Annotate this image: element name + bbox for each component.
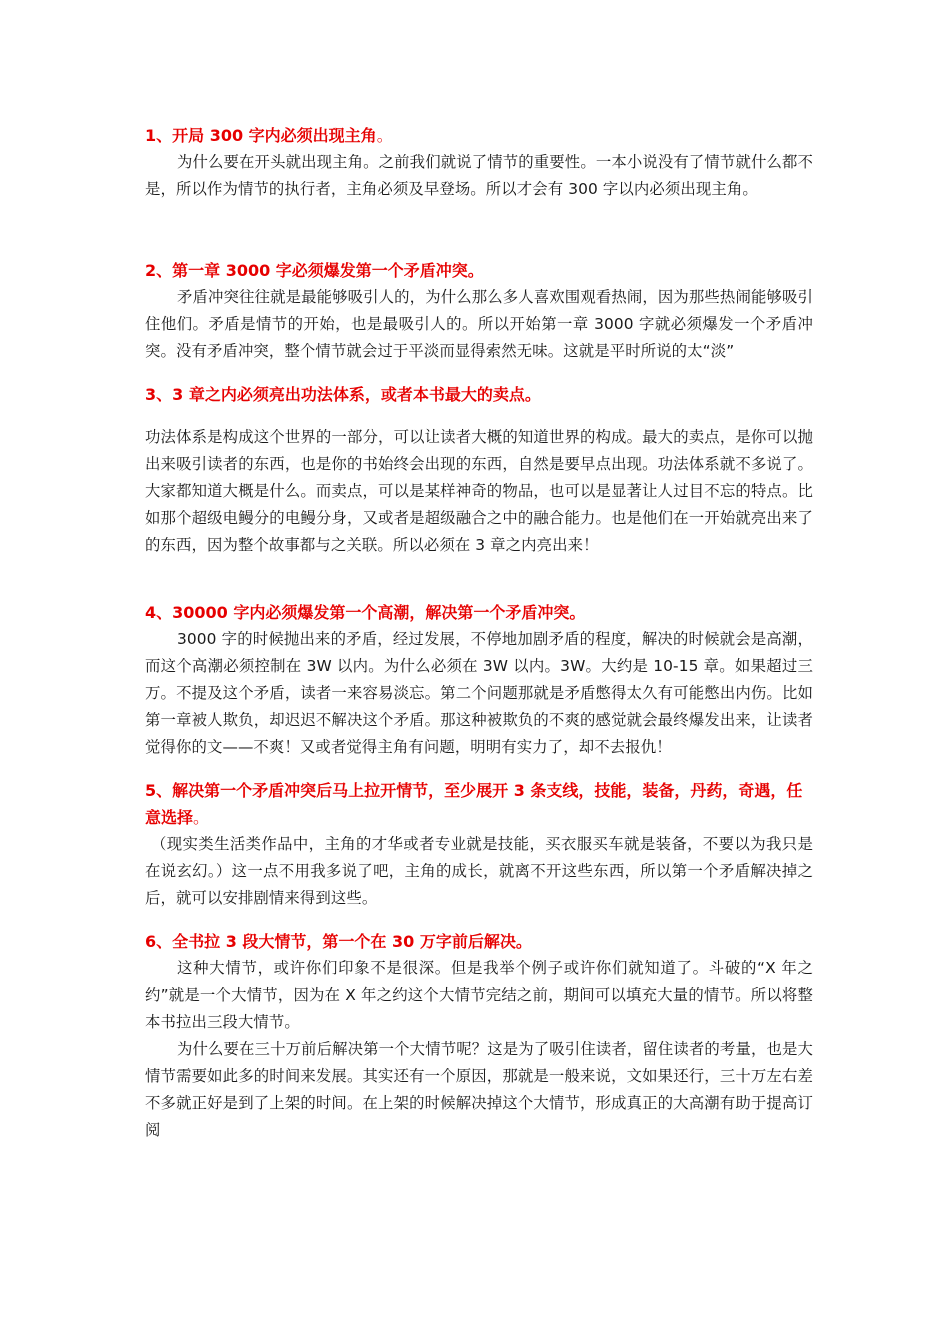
section-paragraph: 矛盾冲突往往就是最能够吸引人的，为什么那么多人喜欢围观看热闹，因为那些热闹能够吸引住他们。矛盾是情节的开始，也是最吸引人的。所以开始第一章 3000 字就必须爆发一个矛盾冲突。没有矛盾冲突，整个情节就会过于平淡而显得索然无味。这就是平时所说的太“淡” — [145, 288, 813, 360]
section-3 — [145, 381, 813, 559]
section-5 — [145, 777, 813, 912]
section-paragraph: 为什么要在三十万前后解决第一个大情节呢？这是为了吸引住读者，留住读者的考量，也是大情节需要如此多的时间来发展。其实还有一个原因，那就是一般来说，文如果还行，三十万左右差不多就正好是到了上架的时间。在上架的时候解决掉这个大情节，形成真正的大高潮有助于提高订阅 — [145, 1040, 813, 1139]
document-page — [145, 122, 813, 1144]
section-heading: 5、解决第一个矛盾冲突后马上拉开情节，至少展开 3 条支线，技能，装备，丹药，奇遇，任意选择。 — [145, 781, 803, 827]
section-1 — [145, 122, 813, 203]
section-heading: 3、3 章之内必须亮出功法体系，或者本书最大的卖点。 — [145, 385, 541, 404]
section-paragraph: （现实类生活类作品中，主角的才华或者专业就是技能，买衣服买车就是装备，不要以为我只是在说玄幻。）这一点不用我多说了吧，主角的成长，就离不开这些东西，所以第一个矛盾解决掉之后，就可以安排剧情来得到这些。 — [145, 835, 813, 907]
section-heading: 2、第一章 3000 字必须爆发第一个矛盾冲突。 — [145, 261, 484, 280]
section-6 — [145, 928, 813, 1144]
section-paragraph: 为什么要在开头就出现主角。之前我们就说了情节的重要性。一本小说没有了情节就什么都不是，所以作为情节的执行者，主角必须及早登场。所以才会有 300 字以内必须出现主角。 — [145, 153, 813, 198]
section-paragraph: 这种大情节，或许你们印象不是很深。但是我举个例子或许你们就知道了。斗破的“X 年之约”就是一个大情节，因为在 X 年之约这个大情节完结之前，期间可以填充大量的情节。所以将整本书拉出三段大情节。 — [145, 959, 813, 1031]
section-paragraph: 功法体系是构成这个世界的一部分，可以让读者大概的知道世界的构成。最大的卖点，是你可以抛出来吸引读者的东西，也是你的书始终会出现的东西，自然是要早点出现。功法体系就不多说了。大家都知道大概是什么。而卖点，可以是某样神奇的物品，也可以是显著让人过目不忘的特点。比如那个超级电鳗分的电鳗分身，又或者是超级融合之中的融合能力。也是他们在一开始就亮出来了的东西，因为整个故事都与之关联。所以必须在 3 章之内亮出来！ — [145, 428, 813, 554]
section-paragraph: 3000 字的时候抛出来的矛盾，经过发展，不停地加剧矛盾的程度，解决的时候就会是高潮，而这个高潮必须控制在 3W 以内。为什么必须在 3W 以内。3W。大约是 10-15 章。如果超过三万。不提及这个矛盾，读者一来容易淡忘。第二个问题那就是矛盾憋得太久有可能憋出内伤。比如第一章被人欺负，却迟迟不解决这个矛盾。那这种被欺负的不爽的感觉就会最终爆发出来，让读者觉得你的文——不爽！又或者觉得主角有问题，明明有实力了，却不去报仇！ — [145, 630, 813, 756]
section-heading: 6、全书拉 3 段大情节，第一个在 30 万字前后解决。 — [145, 932, 532, 951]
section-4 — [145, 599, 813, 761]
section-2 — [145, 257, 813, 365]
section-heading: 4、30000 字内必须爆发第一个高潮，解决第一个矛盾冲突。 — [145, 603, 586, 622]
section-heading: 1、开局 300 字内必须出现主角。 — [145, 126, 393, 145]
